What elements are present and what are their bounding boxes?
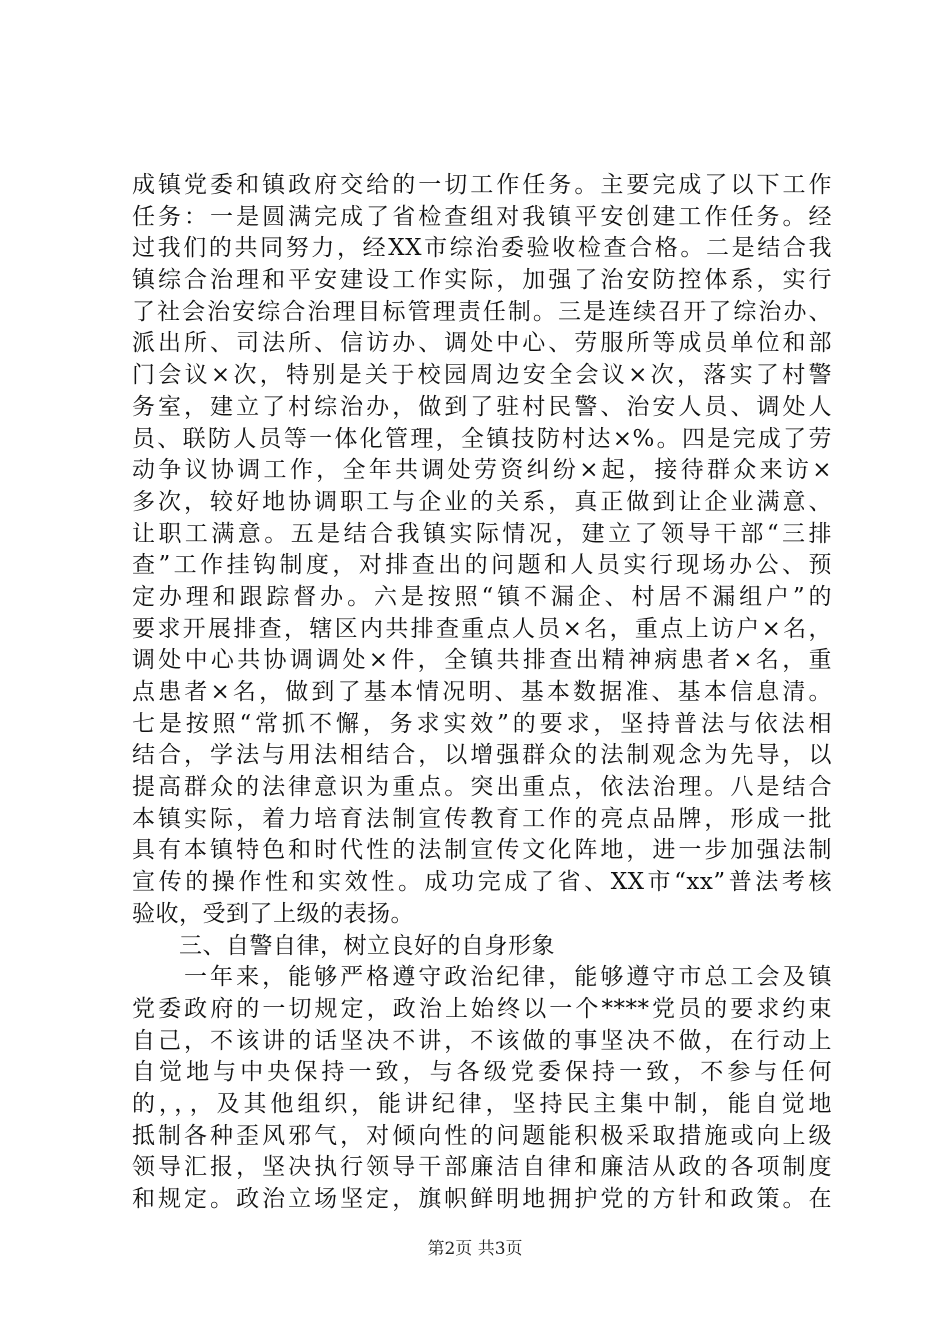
text-line: 务室，建立了村综治办，做到了驻村民警、治安人员、调处人 bbox=[132, 393, 832, 420]
text-line: 员、联防人员等一体化管理，全镇技防村达×%。四是完成了劳 bbox=[132, 425, 832, 452]
text-line: 本镇实际，着力培育法制宣传教育工作的亮点品牌，形成一批 bbox=[132, 805, 832, 832]
text-line: 抵制各种歪风邪气，对倾向性的问题能积极采取措施或向上级 bbox=[132, 1122, 832, 1149]
text-line: 调处中心共协调调处×件，全镇共排查出精神病患者×名，重 bbox=[132, 647, 832, 674]
text-line: 门会议×次，特别是关于校园周边安全会议×次，落实了村警 bbox=[132, 362, 832, 389]
text-line: 具有本镇特色和时代性的法制宣传文化阵地，进一步加强法制 bbox=[132, 837, 832, 864]
text-line: 领导汇报，坚决执行领导干部廉洁自律和廉洁从政的各项制度 bbox=[132, 1154, 832, 1181]
text-line: 成镇党委和镇政府交给的一切工作任务。主要完成了以下工作 bbox=[132, 172, 832, 198]
text-line: 结合，学法与用法相结合，以增强群众的法制观念为先导，以 bbox=[132, 742, 832, 769]
text-line: 一年来，能够严格遵守政治纪律，能够遵守市总工会及镇 bbox=[132, 964, 832, 991]
text-line: 自觉地与中央保持一致，与各级党委保持一致，不参与任何 bbox=[132, 1059, 832, 1086]
text-line: 了社会治安综合治理目标管理责任制。三是连续召开了综治办、 bbox=[132, 298, 832, 325]
text-line: 让职工满意。五是结合我镇实际情况，建立了领导干部“三排 bbox=[132, 520, 832, 547]
text-line: 党委政府的一切规定，政治上始终以一个****党员的要求约束 bbox=[132, 995, 832, 1022]
text-line: 点患者×名，做到了基本情况明、基本数据准、基本信息清。 bbox=[132, 679, 832, 705]
text-line: 要求开展排查，辖区内共排查重点人员×名，重点上访户×名， bbox=[132, 615, 832, 642]
text-line: 的，，，及其他组织，能讲纪律，坚持民主集中制，能自觉地 bbox=[132, 1090, 832, 1117]
text-line: 过我们的共同努力，经XX市综治委验收检查合格。二是结合我 bbox=[132, 235, 832, 262]
text-line: 多次，较好地协调职工与企业的关系，真正做到让企业满意、 bbox=[132, 488, 832, 515]
text-line: 和规定。政治立场坚定，旗帜鲜明地拥护党的方针和政策。在 bbox=[132, 1186, 832, 1212]
text-line: 验收，受到了上级的表扬。 bbox=[132, 900, 414, 927]
text-line: 七是按照“常抓不懈，务求实效”的要求，坚持普法与依法相 bbox=[132, 710, 832, 737]
page-number-footer: 第2页 共3页 bbox=[427, 1239, 523, 1259]
text-line: 派出所、司法所、信访办、调处中心、劳服所等成员单位和部 bbox=[132, 330, 832, 357]
text-line: 提高群众的法律意识为重点。突出重点，依法治理。八是结合 bbox=[132, 774, 832, 801]
text-line: 自己，不该讲的话坚决不讲，不该做的事坚决不做，在行动上 bbox=[132, 1027, 832, 1054]
document-body bbox=[132, 170, 832, 1216]
text-line: 动争议协调工作，全年共调处劳资纠纷×起，接待群众来访× bbox=[132, 457, 832, 484]
section-heading: 三、自警自律，树立良好的自身形象 bbox=[132, 932, 555, 959]
text-line: 镇综合治理和平安建设工作实际，加强了治安防控体系，实行 bbox=[132, 267, 832, 294]
text-line: 宣传的操作性和实效性。成功完成了省、XX市“xx”普法考核 bbox=[132, 869, 832, 896]
text-line: 任务：一是圆满完成了省检查组对我镇平安创建工作任务。经 bbox=[132, 203, 832, 230]
text-line: 定办理和跟踪督办。六是按照“镇不漏企、村居不漏组户”的 bbox=[132, 583, 832, 610]
text-line: 查”工作挂钩制度，对排查出的问题和人员实行现场办公、预 bbox=[132, 552, 832, 579]
